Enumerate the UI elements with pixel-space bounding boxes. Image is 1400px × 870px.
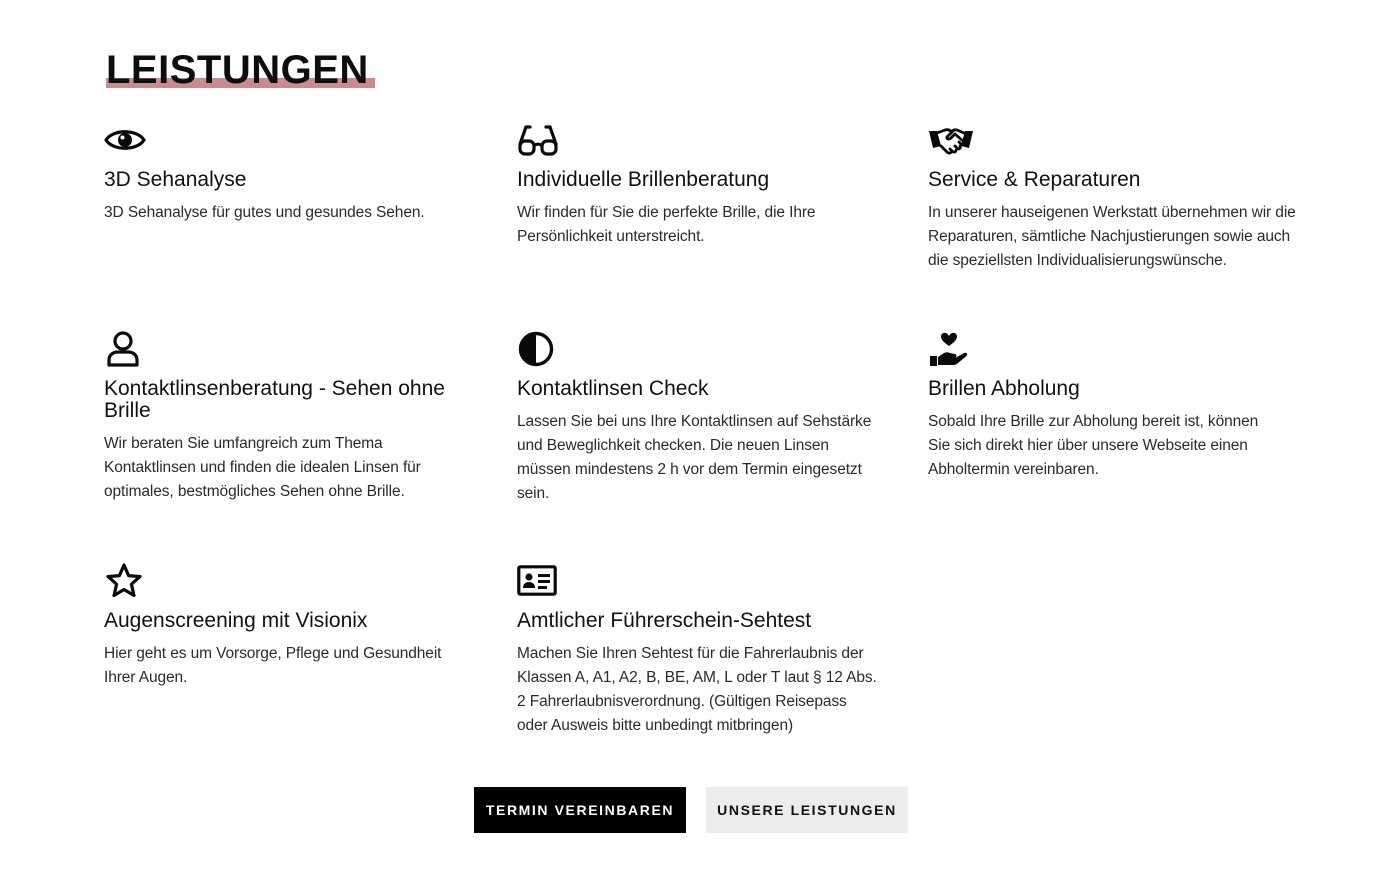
our-services-button[interactable]: UNSERE LEISTUNGEN <box>706 787 908 833</box>
service-title: Kontaktlinsenberatung - Sehen ohne Brille <box>104 377 445 422</box>
service-card-reparaturen <box>928 122 1298 273</box>
service-title: 3D Sehanalyse <box>104 168 247 191</box>
service-card-3d-sehanalyse <box>104 122 474 225</box>
book-appointment-button[interactable]: TERMIN VEREINBAREN <box>474 787 686 833</box>
hand-heart-icon <box>928 331 972 367</box>
service-card-augenscreening <box>104 563 444 690</box>
service-title: Kontaktlinsen Check <box>517 377 709 400</box>
service-description: 3D Sehanalyse für gutes und gesundes Sehen. <box>104 204 425 221</box>
half-circle-icon <box>517 331 561 367</box>
page-title: LEISTUNGEN <box>106 48 369 92</box>
service-title: Brillen Abholung <box>928 377 1080 400</box>
service-description: Machen Sie Ihren Sehtest für die Fahrerlaubnis der Klassen A, A1, A2, B, BE, AM, L oder T laut § 12 Abs. 2 Fahrerlaubnisverordnung. (Gültigen Reisepass oder Ausweis bitte unbedingt mitbringen) <box>517 645 877 734</box>
eye-icon <box>104 122 148 158</box>
service-description: Sobald Ihre Brille zur Abholung bereit ist, können Sie sich direkt hier über unsere Webseite einen Abholtermin vereinbaren. <box>928 413 1259 478</box>
service-title: Amtlicher Führerschein-Sehtest <box>517 609 812 632</box>
service-card-brillen-abholung <box>928 331 1278 482</box>
service-card-kontaktlinsenberatung <box>104 331 454 504</box>
service-card-kontaktlinsen-check <box>517 331 879 506</box>
section-header <box>106 48 369 92</box>
service-description: Wir beraten Sie umfangreich zum Thema Kontaktlinsen und finden die idealen Linsen für optimales, bestmögliches Sehen ohne Brille. <box>104 435 421 500</box>
id-card-icon <box>517 563 561 599</box>
star-icon <box>104 563 148 599</box>
service-description: In unserer hauseigenen Werkstatt übernehmen wir die Reparaturen, sämtliche Nachjustierungen sowie auch die speziellsten Individualisierungswünsche. <box>928 204 1296 269</box>
glasses-icon <box>517 122 561 158</box>
service-title: Augenscreening mit Visionix <box>104 609 368 632</box>
service-description: Lassen Sie bei uns Ihre Kontaktlinsen auf Sehstärke und Beweglichkeit checken. Die neuen Linsen müssen mindestens 2 h vor dem Termin eingesetzt sein. <box>517 413 872 502</box>
service-card-brillenberatung <box>517 122 877 249</box>
service-description: Wir finden für Sie die perfekte Brille, die Ihre Persönlichkeit unterstreicht. <box>517 204 816 245</box>
service-card-fuehrerschein-sehtest <box>517 563 879 738</box>
user-icon <box>104 331 148 367</box>
service-title: Service & Reparaturen <box>928 168 1141 191</box>
service-title: Individuelle Brillenberatung <box>517 168 770 191</box>
handshake-icon <box>928 122 972 158</box>
service-description: Hier geht es um Vorsorge, Pflege und Gesundheit Ihrer Augen. <box>104 645 442 686</box>
